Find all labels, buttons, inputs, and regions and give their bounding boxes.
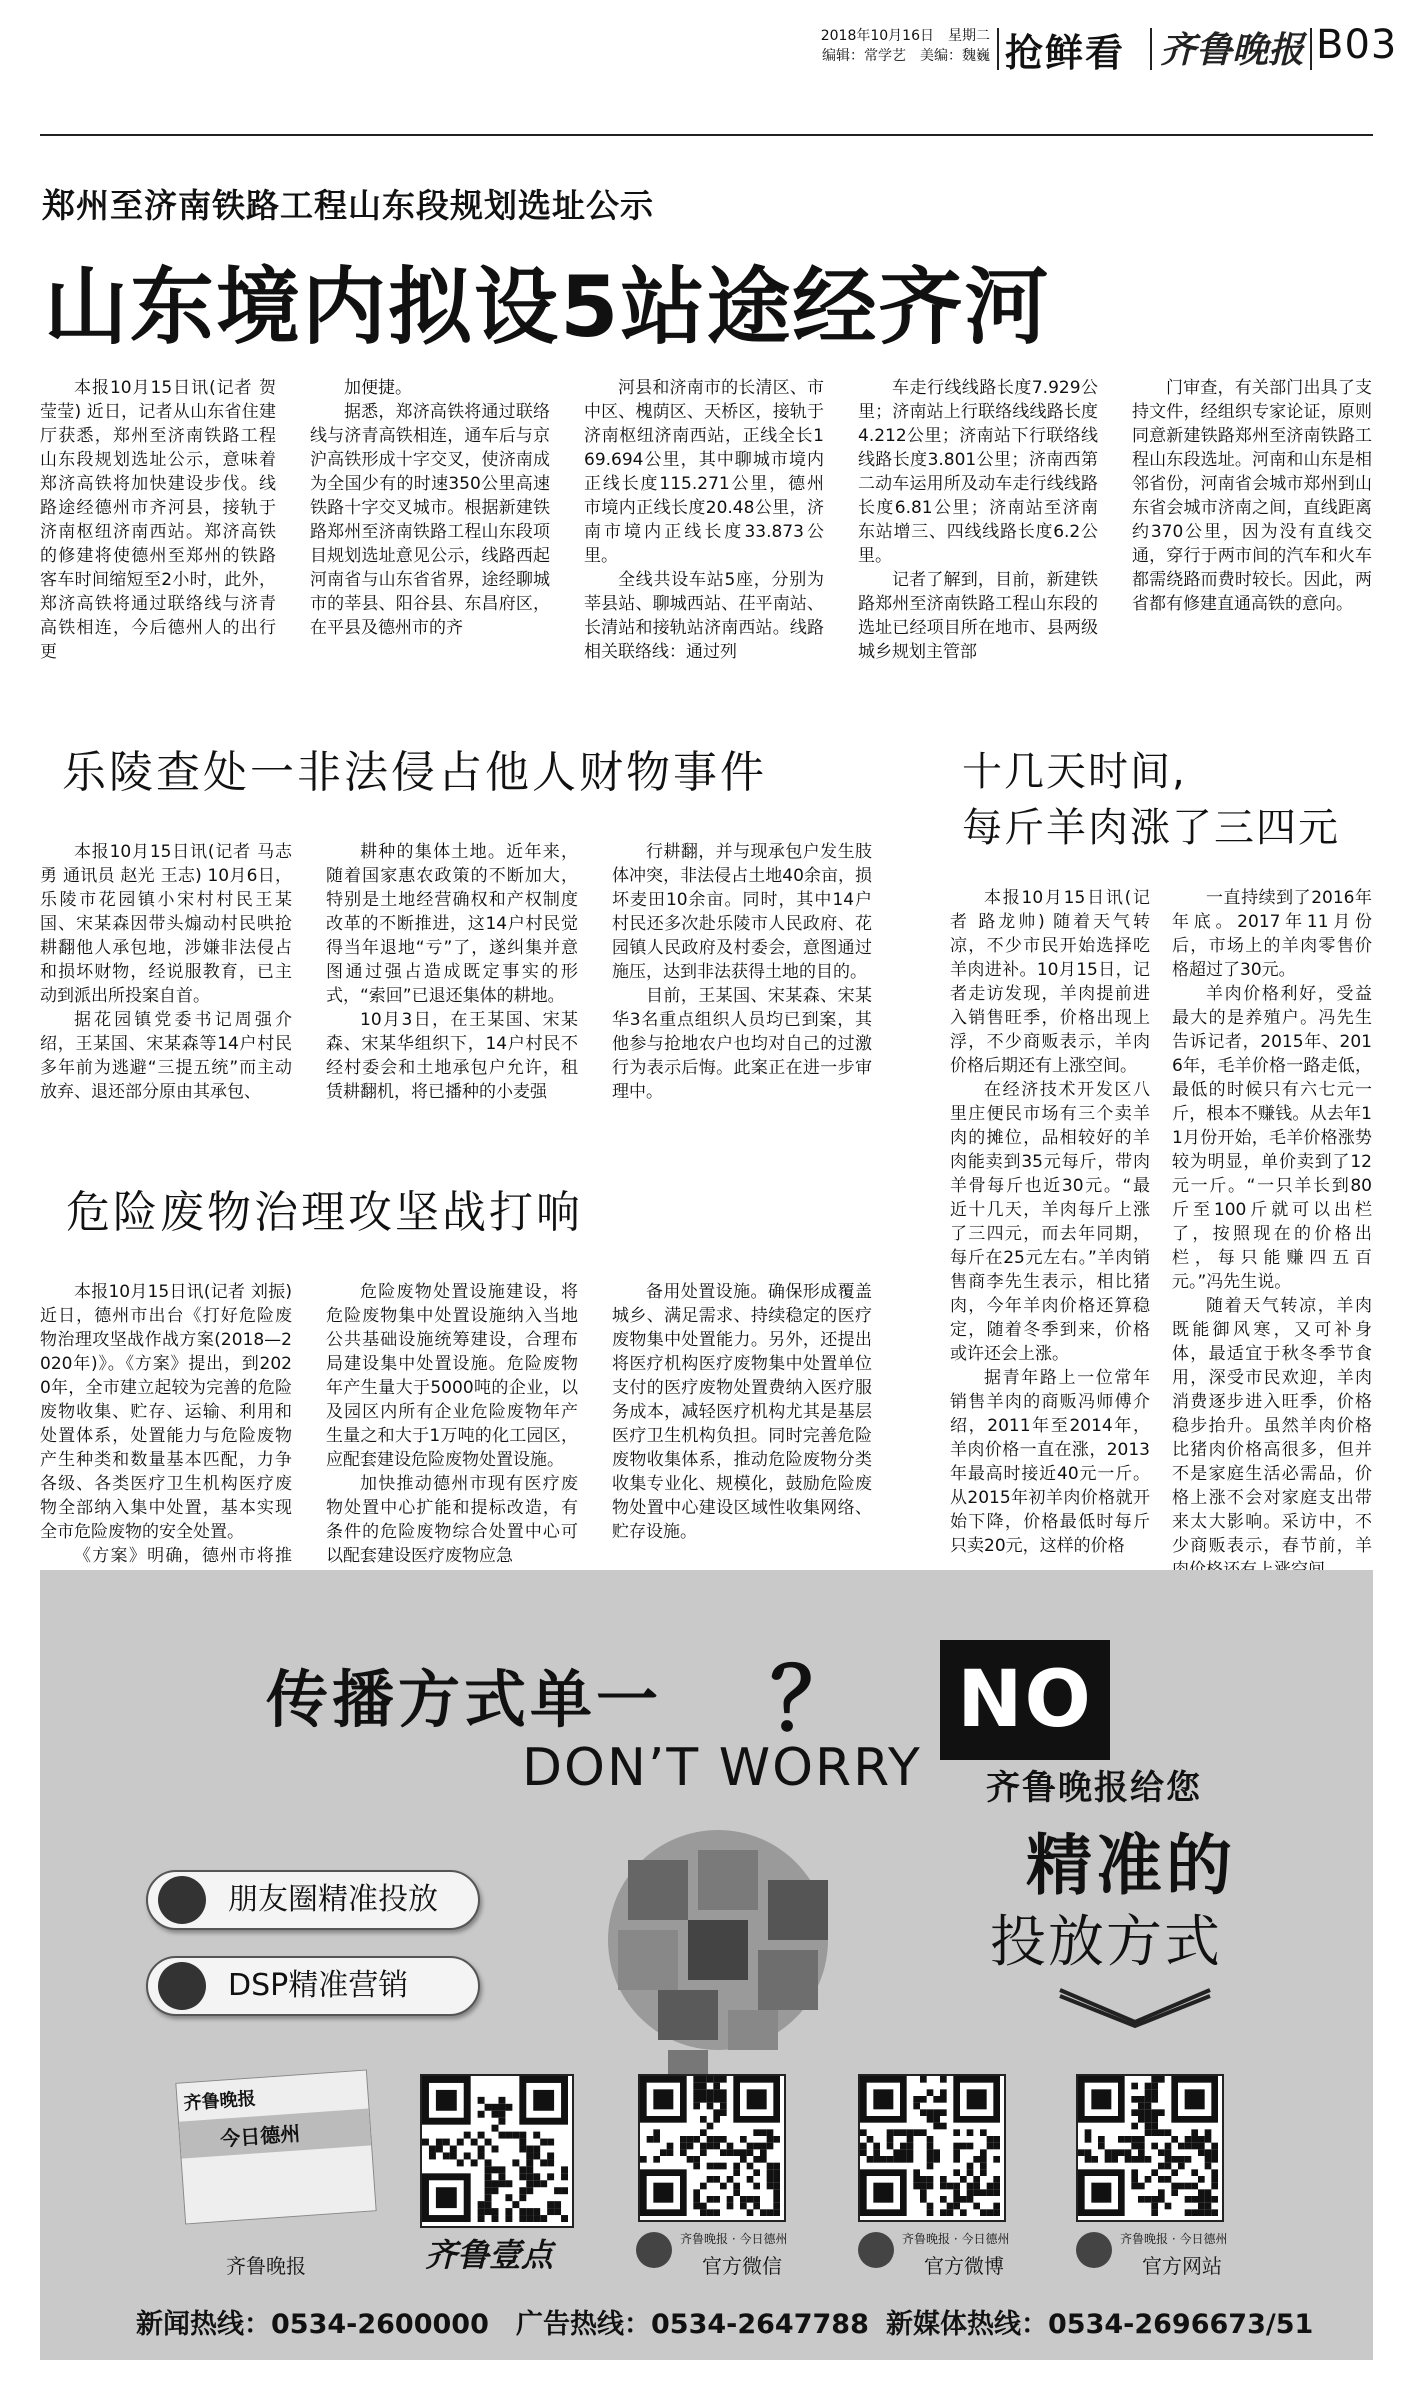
hotline-news: 新闻热线：0534-2600000 <box>136 2309 489 2340</box>
weibo-icon <box>858 2232 894 2268</box>
section-title: 抢鲜看 <box>1005 31 1126 75</box>
wechat-icon <box>636 2232 672 2268</box>
story1-col3: 河县和济南市的长清区、市中区、槐荫区、天桥区，接轨于济南枢纽济南西站，正线全长169.694公里，其中聊城市境内正线长度115.271公里，德州市境内正线长度20.48公里，济南市境内正线长度33.873公里。 全线共设车站5座，分别为莘县站、聊城西站、茌平南站、长清站和接轨站济南西站。线路相关联络线：通过列 <box>584 378 824 662</box>
story1-col4: 车走行线线路长度7.929公里；济南站上行联络线线路长度4.212公里；济南站下行联络线线路长度3.801公里；济南西第二动车运用所及动车走行线线路长度6.81公里；济南站至济南东站增三、四线线路长度6.2公里。 记者了解到，目前，新建铁路郑州至济南铁路工程山东段的选址已经项目所在地市、县两级城乡规划主管部 <box>858 378 1098 662</box>
pill-moments-ads <box>146 1870 480 1930</box>
story2-col1: 本报10月15日讯(记者 马志勇 通讯员 赵光 王志) 10月6日，乐陵市花园镇小宋村村民王某国、宋某森因带头煽动村民哄抢耕翻他人承包地，涉嫌非法侵占和损坏财物，经说服教育，已主动到派出所投案自首。 据花园镇党委书记周强介绍，王某国、宋某森等14户村民多年前为逃避“三提五统”而主动放弃、退还部分原由其承包、 <box>40 842 292 1102</box>
story2-headline: 乐陵查处一非法侵占他人财物事件 <box>62 747 767 798</box>
newspaper-masthead: 齐鲁晚报 <box>183 2088 257 2115</box>
issue-date: 2018年10月16日 星期二 <box>820 28 990 44</box>
paragraph: 记者了解到，目前，新建铁路郑州至济南铁路工程山东段的选址已经项目所在地市、县两级城乡规划主管部 <box>858 570 1098 662</box>
ad-title: 传播方式单一 <box>266 1663 663 1736</box>
paragraph: 10月3日，在王某国、宋某森、宋某华组织下，14户村民不经村委会和土地承包户允许，租赁耕翻机，将已播种的小麦强 <box>326 1010 578 1102</box>
header-rule <box>40 134 1373 136</box>
qr4-caption: 官方微博 <box>924 2254 1004 2278</box>
paragraph: 目前，王某国、宋某森、宋某华3名重点组织人员均已到案，其他参与抢地农户也均对自己的过激行为表示后悔。此案正在进一步审理中。 <box>612 986 872 1102</box>
ad-side-line3: 投放方式 <box>990 1910 1222 1975</box>
pill-moments-label: 朋友圈精准投放 <box>228 1882 438 1917</box>
qr-code-weibo <box>858 2074 1006 2222</box>
story1-kicker: 郑州至济南铁路工程山东段规划选址公示 <box>42 186 654 225</box>
story4-col2: 一直持续到了2016年年底。2017年11月份后，市场上的羊肉零售价格超过了30元。 羊肉价格利好，受益最大的是养殖户。冯先生告诉记者，2015年、2016年，毛羊价格一路走低，最低的时候只有六七元一斤，根本不赚钱。从去年11月份开始，毛羊价格涨势较为明显，单价卖到了12元一斤。“一只羊长到80斤至100斤就可以出栏了，按照现在的价格出栏，每只能赚四五百元。”冯先生说。 随着天气转凉，羊肉既能御风寒，又可补身体，最适宜于秋冬季节食用，深受市民欢迎，羊肉消费逐步进入旺季，价格稳步抬升。虽然羊肉价格比猪肉价格高很多，但并不是家庭生活必需品，价格上涨不会对家庭支出带来太大影响。采访中，不少商贩表示，春节前，羊 <box>1172 886 1372 1546</box>
story4-headline <box>962 744 1340 856</box>
ad-dont-worry: DON’T WORRY <box>522 1738 922 1798</box>
advertisement <box>40 1570 1373 2360</box>
story3-col2: 危险废物处置设施建设，将危险废物集中处置设施纳入当地公共基础设施统筹建设，合理布局建设集中处置设施。危险废物年产生量大于5000吨的企业，以及园区内所有企业危险废物年产生量之和大于1万吨的化工园区，应配套建设危险废物处置设施。 加快推动德州市现有医疗废物处置中心扩能和提标改造，有条件的危险废物综合处置中心可以配套建设医疗废物应急 <box>326 1282 578 1566</box>
hotline-ads: 广告热线：0534-2647788 <box>516 2309 869 2340</box>
pill-dsp-label: DSP精准营销 <box>228 1968 409 2003</box>
qr5-small: 齐鲁晚报 · 今日德州 <box>1120 2232 1228 2246</box>
pill-dsp-marketing <box>146 1956 480 2016</box>
puzzle-graphic <box>528 1820 908 2110</box>
dsp-logo-icon <box>158 1962 206 2010</box>
qr3-caption: 官方微信 <box>702 2254 782 2278</box>
paragraph: 在经济技术开发区八里庄便民市场有三个卖羊肉的摊位，品相较好的羊肉能卖到35元每斤，带肉羊骨每斤也近30元。“最近十几天，羊肉每斤上涨了三四元，而去年同期，每斤在25元左右。”羊肉销售商李先生表示，相比猪肉，今年羊肉价格还算稳定，随着冬季到来，价格或许还会上涨。 <box>950 1080 1150 1364</box>
story2-col3: 行耕翻，并与现承包户发生肢体冲突，非法侵占土地40余亩，损坏麦田10余亩。同时，其中14户村民还多次赴乐陵市人民政府、花园镇人民政府及村委会，意图通过施压，达到非法获得土地的目的。 目前，王某国、宋某森、宋某华3名重点组织人员均已到案，其他参与抢地农户也均对自己的过激行为表示后悔。此案正在进一步审理中。 <box>612 842 872 1102</box>
story3-col3: 备用处置设施。确保形成覆盖城乡、满足需求、持续稳定的医疗废物集中处置能力。另外，还提出将医疗机构医疗废物集中处置单位支付的医疗废物处置费纳入医疗服务成本，减轻医疗机构尤其是基层医疗卫生机构负担。同时完善危险废物收集体系，推动危险废物分类收集专业化、规模化，鼓励危险废物处置中心建设区域性收集网络、贮存设施。 <box>612 1282 872 1542</box>
story1-col1: 本报10月15日讯(记者 贺莹莹) 近日，记者从山东省住建厅获悉，郑州至济南铁路工程山东段规划选址公示，意味着郑济高铁将加快建设步伐。线路途经德州市齐河县，接轨于济南枢纽济南西站。郑济高铁的修建将使德州至郑州的铁路客车时间缩短至2小时，此外，郑济高铁将通过联络线与济青高铁相连，今后德州人的出行更 <box>40 378 276 662</box>
paragraph: 据悉，郑济高铁将通过联络线与济青高铁相连，通车后与京沪高铁形成十字交叉，使济南成为全国少有的时速350公里高速铁路十字交叉城市。根据新建铁路郑州至济南铁路工程山东段项目规划选址意见公示，线路西起河南省与山东省省界，途经聊城市的莘县、阳谷县、东昌府区，在平县及德州市的齐 <box>310 402 550 638</box>
story3-col1: 本报10月15日讯(记者 刘振) 近日，德州市出台《打好危险废物治理攻坚战作战方案(2018—2020年)》。《方案》提出，到2020年，全市建立起较为完善的危险废物收集、贮存、运输、利用和处置体系，处置能力与危险废物产生种类和数量基本匹配，力争各级、各类医疗卫生机构医疗废物全部纳入集中处置，基本实现全市危险废物的安全处置。 《方案》明确，德州市将推 <box>40 1280 292 1544</box>
newspaper-masthead2: 今日德州 <box>179 2108 371 2158</box>
qr5-caption: 官方网站 <box>1142 2254 1222 2278</box>
story4-headline-line1: 十几天时间, <box>962 749 1187 795</box>
story3-headline: 危险废物治理攻坚战打响 <box>66 1187 583 1238</box>
editor-credits: 编辑：常学艺 美编：魏巍 <box>822 48 990 64</box>
story1-col2: 加便捷。 据悉，郑济高铁将通过联络线与济青高铁相连，通车后与京沪高铁形成十字交叉，使济南成为全国少有的时速350公里高速铁路十字交叉城市。根据新建铁路郑州至济南铁路工程山东段项目规划选址意见公示，线路西起河南省与山东省省界，途经聊城市的莘县、阳谷县、东昌府区，在平县及德州市的齐 <box>310 378 550 638</box>
paragraph: 据青年路上一位常年销售羊肉的商贩冯师傅介绍，2011年至2014年，羊肉价格一直在涨，2013年最高时接近40元一斤。从2015年初羊肉价格就开始下降，价格最低时每斤只卖20元，这样的价格 <box>950 1368 1150 1556</box>
ad-side-line1: 齐鲁晚报给您 <box>986 1768 1202 1808</box>
paragraph: 加快推动德州市现有医疗废物处置中心扩能和提标改造，有条件的危险废物综合处置中心可以配套建设医疗废物应急 <box>326 1474 578 1566</box>
story1-headline: 山东境内拟设5站途经齐河 <box>44 258 1051 356</box>
ad-question-mark: ？ <box>770 1650 856 1750</box>
qr-code-wechat <box>638 2074 786 2222</box>
story4-col1: 本报10月15日讯(记者 路龙帅) 随着天气转凉，不少市民开始选择吃羊肉进补。10月15日，记者走访发现，羊肉提前进入销售旺季，价格出现上浮，不少商贩表示，羊肉价格后期还有上涨空间。 在经济技术开发区八里庄便民市场有三个卖羊肉的摊位，品相较好的羊肉能卖到35元每斤，带肉羊骨每斤也近30元。“最近十几天，羊肉每斤上涨了三四元，而去年同期，每斤在25元左右。”羊肉销售商李先生表示，相比猪肉，今年羊肉价格还算稳定，随着冬季到来，价格或许还会上涨。 据青年路上一位常年销售羊肉的商贩冯师傅介绍，2011年至2014年，羊肉价格一直在涨，2013年最高时接近40元一斤。从2015年初羊肉价格就开始下降，价格最低时每斤只卖20元，这样的价格 <box>950 888 1150 1556</box>
masthead-logo: 齐鲁晚报 <box>1160 29 1305 71</box>
page-number: B03 <box>1316 22 1398 68</box>
story1-col5: 门审查，有关部门出具了支持文件，经组织专家论证，原则同意新建铁路郑州至济南铁路工程山东段选址。河南和山东是相邻省份，河南省会城市郑州到山东省会城市济南之间，直线距离约370公里，因为没有直线交通，穿行于两市间的汽车和火车都需绕路而费时较长。因此，两省都有修建直通高铁的意向。 <box>1132 378 1372 614</box>
qr1-caption: 齐鲁晚报 <box>226 2254 306 2278</box>
chevron-down-icon <box>1050 1982 1220 2032</box>
qr4-small: 齐鲁晚报 · 今日德州 <box>902 2232 1010 2246</box>
hotline-newmedia: 新媒体热线：0534-2696673/51 <box>886 2309 1314 2340</box>
paragraph: 羊肉价格利好，受益最大的是养殖户。冯先生告诉记者，2015年、2016年，毛羊价格一路走低，最低的时候只有六七元一斤，根本不赚钱。从去年11月份开始，毛羊价格涨势较为明显，单价卖到了12元一斤。“一只羊长到80斤至100斤就可以出栏了，按照现在的价格出栏，每只能赚四五百元。”冯先生说。 <box>1172 984 1372 1292</box>
story4-headline-line2: 每斤羊肉涨了三四元 <box>962 805 1340 851</box>
camera-shutter-icon <box>158 1876 206 1924</box>
ad-no-badge: NO <box>940 1640 1110 1760</box>
story2-col2: 耕种的集体土地。近年来，随着国家惠农政策的不断加大，特别是土地经营确权和产权制度改革的不断推进，这14户村民觉得当年退地“亏”了，遂纠集并意图通过强占造成既定事实的形式，“索回”已退还集体的耕地。 10月3日，在王某国、宋某森、宋某华组织下，14户村民不经村委会和土地承包户允许，租赁耕翻机，将已播种的小麦强 <box>326 842 578 1102</box>
paragraph: 《方案》明确，德州市将推 <box>74 1546 292 1566</box>
paragraph: 据花园镇党委书记周强介绍，王某国、宋某森等14户村民多年前为逃避“三提五统”而主动放弃、退还部分原由其承包、 <box>40 1010 292 1102</box>
paragraph: 随着天气转凉，羊肉既能御风寒，又可补身体，最适宜于秋冬季节食用，深受市民欢迎，羊肉消费逐步进入旺季，价格稳步抬升。虽然羊肉价格比猪肉价格高很多，但并不是家庭生活必需品，价格上涨不会对家庭支出带来太大影响。采访中，不少商贩表示，春节前，羊 <box>1172 1296 1372 1556</box>
newspaper-image <box>175 2069 376 2224</box>
qr-code-yidian <box>420 2074 574 2228</box>
qr2-caption: 齐鲁壹点 <box>425 2236 554 2274</box>
ad-side-line2: 精准的 <box>1026 1827 1236 1904</box>
paragraph: 全线共设车站5座，分别为莘县站、聊城西站、茌平南站、长清站和接轨站济南西站。线路相关联络线：通过列 <box>584 570 824 662</box>
qr-code-website <box>1076 2074 1224 2222</box>
ie-browser-icon <box>1076 2232 1112 2268</box>
qr3-small: 齐鲁晚报 · 今日德州 <box>680 2232 788 2246</box>
